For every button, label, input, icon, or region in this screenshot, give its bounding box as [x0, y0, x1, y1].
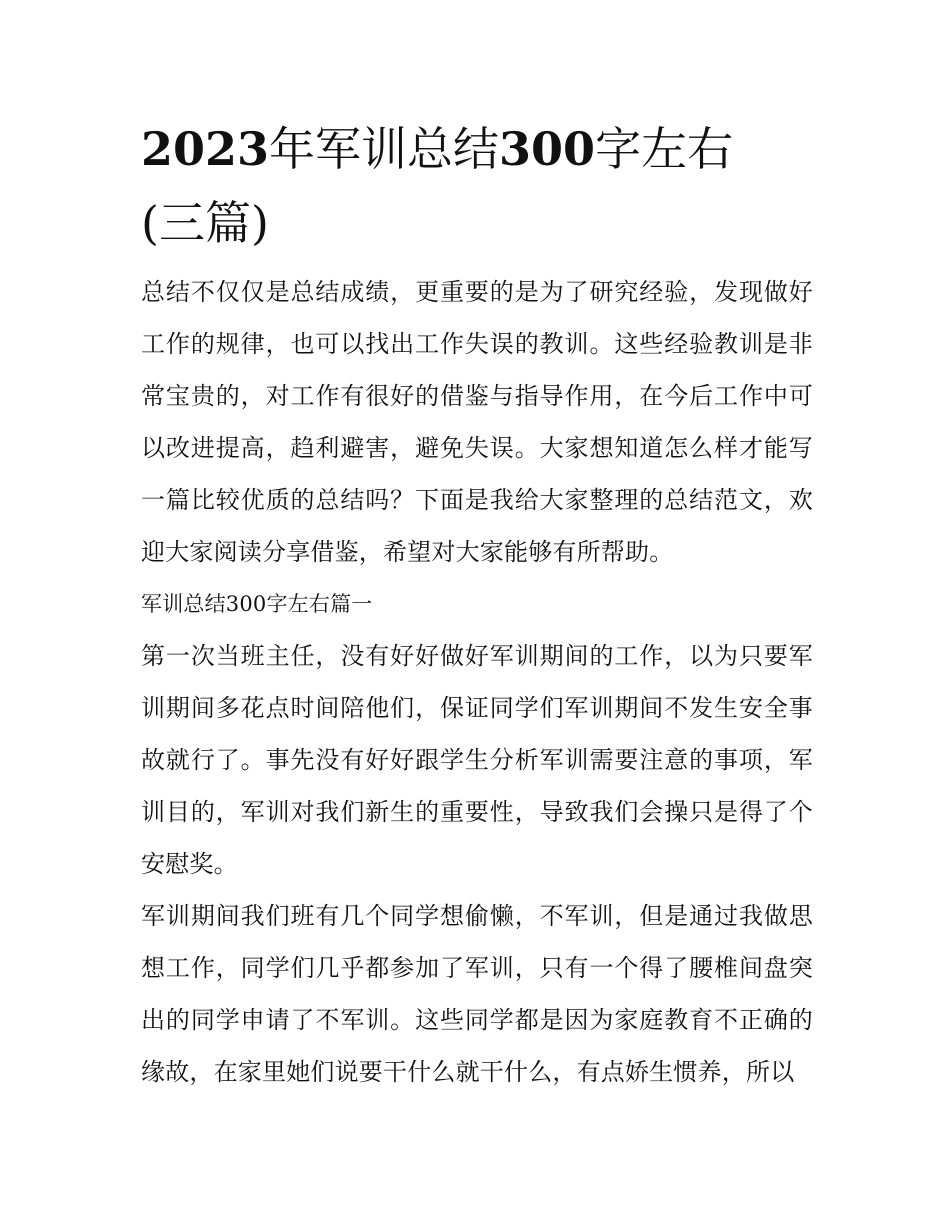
section-heading: 军训总结300字左右篇一 — [141, 592, 373, 616]
title-subtitle: (三篇) — [141, 196, 269, 250]
intro-paragraph: 总结不仅仅是总结成绩，更重要的是为了研究经验，发现做好工作的规律，也可以找出工作失误的教训。这些经验教训是非常宝贵的，对工作有很好的借鉴与指导作用，在今后工作中可以改进提高，趋利避害，避免失误。大家想知道怎么样才能写一篇比较优质的总结吗？下面是我给大家整理的总结范文，欢迎大家阅读分享借鉴，希望对大家能够有所帮助。 — [141, 278, 813, 566]
title-year: 2023 — [141, 122, 270, 176]
document-content — [141, 112, 813, 1098]
title-mid: 年军训总结 — [269, 122, 500, 176]
title-number: 300 — [499, 122, 596, 176]
body-paragraph-1: 第一次当班主任，没有好好做好军训期间的工作，以为只要军训期间多花点时间陪他们，保证同学们军训期间不发生安全事故就行了。事先没有好好跟学生分析军训需要注意的事项，军训目的，军训对我们新生的重要性，导致我们会操只是得了个安慰奖。 — [141, 642, 813, 878]
document-title — [141, 112, 813, 260]
title-end: 字左右 — [595, 122, 734, 176]
body-paragraph-2: 军训期间我们班有几个同学想偷懒，不军训，但是通过我做思想工作，同学们几乎都参加了军训，只有一个得了腰椎间盘突出的同学申请了不军训。这些同学都是因为家庭教育不正确的缘故，在家里她们说要干什么就干什么，有点娇生惯养，所以 — [141, 902, 813, 1086]
